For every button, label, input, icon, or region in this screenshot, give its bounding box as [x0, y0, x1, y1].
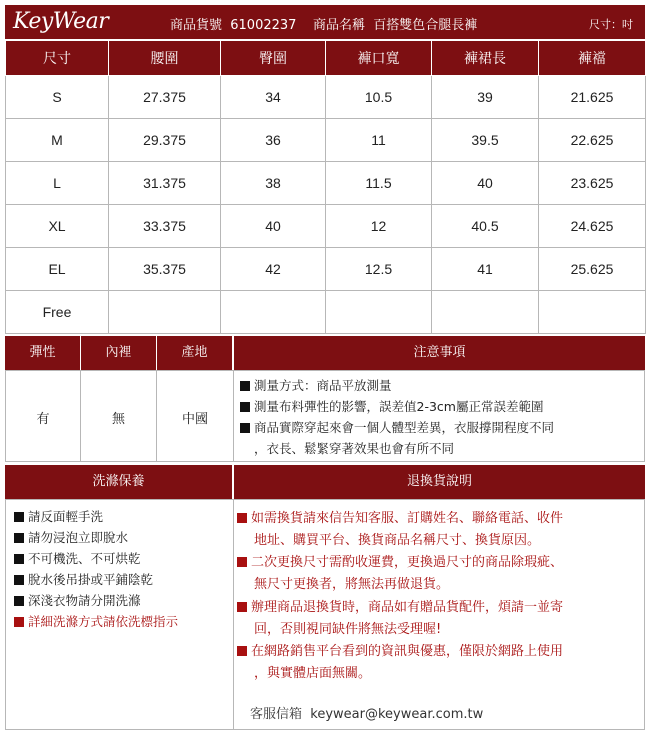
wash-item-highlight: 詳細洗滌方式請依洗標指示: [14, 612, 178, 630]
bullet-square-icon: [14, 575, 24, 585]
table-cell: 40: [432, 162, 539, 205]
bullet-square-icon: [237, 602, 247, 612]
table-cell: [221, 291, 326, 334]
table-cell: 34: [221, 76, 326, 119]
header-bar: [5, 5, 645, 39]
notice-item-continued: ，衣長、鬆緊穿著效果也會有所不同: [254, 441, 455, 456]
fabric-header-origin: 產地: [157, 336, 232, 370]
table-cell: M: [6, 119, 109, 162]
table-row: [6, 248, 646, 291]
bullet-square-icon: [237, 557, 247, 567]
fabric-value-origin: 中國: [181, 412, 208, 427]
wash-item: 請勿浸泡立即脫水: [14, 528, 128, 546]
returns-item-continued: ，與實體店面無關。: [254, 666, 372, 681]
col-header-hip: 臀圍: [221, 41, 326, 76]
table-cell: [326, 291, 432, 334]
returns-item: 在網路銷售平台看到的資訊與優惠，僅限於網路上使用: [237, 640, 563, 659]
table-cell: 23.625: [539, 162, 646, 205]
table-cell: 31.375: [109, 162, 221, 205]
bullet-square-icon: [237, 646, 247, 656]
table-cell: 39.5: [432, 119, 539, 162]
unit-label: 尺寸：吋: [589, 18, 633, 31]
table-row: [6, 291, 646, 334]
returns-header: 退換貨說明: [234, 465, 645, 499]
col-header-waist: 腰圍: [109, 41, 221, 76]
wash-item: 請反面輕手洗: [14, 507, 103, 525]
table-cell: L: [6, 162, 109, 205]
bullet-square-icon: [240, 381, 250, 391]
bullet-square-icon: [14, 554, 24, 564]
returns-item: 如需換貨請來信告知客服、訂購姓名、聯絡電話、收件: [237, 507, 563, 526]
table-cell: 35.375: [109, 248, 221, 291]
table-cell: S: [6, 76, 109, 119]
table-cell: 24.625: [539, 205, 646, 248]
table-cell: [109, 291, 221, 334]
fabric-value-stretch: 有: [36, 412, 50, 427]
product-info: 商品貨號 61002237 商品名稱 百搭雙色合腿長褲: [170, 18, 478, 33]
col-header-rise: 褲襠: [539, 41, 646, 76]
table-cell: 40: [221, 205, 326, 248]
bullet-square-icon: [240, 402, 250, 412]
col-header-leg-opening: 褲口寬: [326, 41, 432, 76]
size-table-header: [6, 41, 646, 76]
returns-item-continued: 地址、購買平台、換貨商品名稱尺寸、換貨原因。: [254, 533, 541, 548]
table-cell: 21.625: [539, 76, 646, 119]
bullet-square-icon: [240, 423, 250, 433]
brand-logo: KeyWear: [13, 9, 109, 34]
table-cell: [432, 291, 539, 334]
table-cell: 12.5: [326, 248, 432, 291]
returns-item: 二次更換尺寸需酌收運費，更換過尺寸的商品除瑕疵、: [237, 551, 563, 570]
notice-item: 測量方式：商品平放測量: [240, 376, 392, 394]
table-cell: 36: [221, 119, 326, 162]
fabric-header-lining: 內裡: [81, 336, 156, 370]
table-row: [6, 76, 646, 119]
col-header-length: 褲裙長: [432, 41, 539, 76]
table-cell: 25.625: [539, 248, 646, 291]
wash-item: 深淺衣物請分開洗滌: [14, 591, 141, 609]
wash-item: 脫水後吊掛或平鋪陰乾: [14, 570, 153, 588]
bullet-square-icon: [14, 596, 24, 606]
size-table: [5, 41, 646, 334]
bullet-square-icon: [14, 533, 24, 543]
table-cell: 11.5: [326, 162, 432, 205]
returns-item: 辦理商品退換貨時，商品如有贈品貨配件，煩請一並寄: [237, 596, 563, 615]
notice-header: 注意事項: [234, 336, 645, 370]
bullet-square-icon: [14, 512, 24, 522]
notice-item: 商品實際穿起來會一個人體型差異，衣服撐開程度不同: [240, 418, 554, 436]
table-row: [6, 205, 646, 248]
notice-item: 測量布料彈性的影響，誤差值2-3cm屬正常誤差範圍: [240, 397, 543, 415]
table-cell: 38: [221, 162, 326, 205]
table-cell: 39: [432, 76, 539, 119]
table-cell: 27.375: [109, 76, 221, 119]
table-cell: 40.5: [432, 205, 539, 248]
fabric-value-lining: 無: [111, 412, 125, 427]
col-header-size: 尺寸: [6, 41, 109, 76]
table-cell: 12: [326, 205, 432, 248]
table-cell: 10.5: [326, 76, 432, 119]
table-cell: 11: [326, 119, 432, 162]
table-cell: EL: [6, 248, 109, 291]
bullet-square-icon: [237, 513, 247, 523]
table-cell: 42: [221, 248, 326, 291]
table-cell: 22.625: [539, 119, 646, 162]
service-email: 客服信箱 keywear@keywear.com.tw: [250, 707, 484, 722]
table-cell: 41: [432, 248, 539, 291]
returns-item-continued: 回，否則視同缺件將無法受理喔!: [254, 622, 442, 637]
bullet-square-icon: [14, 617, 24, 627]
wash-item: 不可機洗、不可烘乾: [14, 549, 141, 567]
table-cell: XL: [6, 205, 109, 248]
table-row: [6, 162, 646, 205]
returns-item-continued: 無尺寸更換者，將無法再做退貨。: [254, 577, 450, 592]
table-row: [6, 119, 646, 162]
table-cell: 29.375: [109, 119, 221, 162]
table-cell: Free: [6, 291, 109, 334]
wash-header: 洗滌保養: [5, 465, 232, 499]
fabric-header-stretch: 彈性: [5, 336, 80, 370]
table-cell: 33.375: [109, 205, 221, 248]
table-cell: [539, 291, 646, 334]
